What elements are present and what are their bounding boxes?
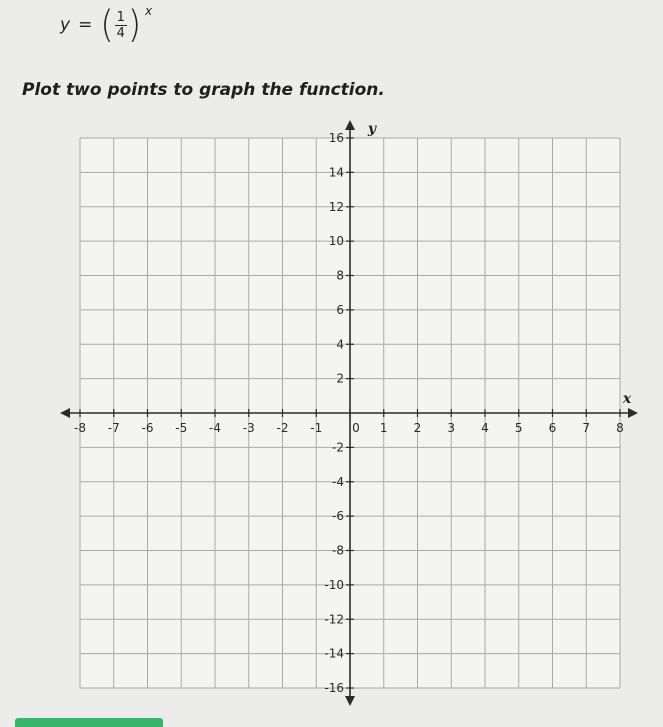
x-tick-label: 2 <box>413 421 422 435</box>
y-tick-label: 4 <box>336 337 344 352</box>
submit-button[interactable] <box>15 718 163 727</box>
x-tick-label: -8 <box>74 421 86 435</box>
x-tick-label: 6 <box>548 421 557 435</box>
x-tick-label: 8 <box>616 421 624 435</box>
x-tick-label: -7 <box>107 421 120 435</box>
x-tick-label: 1 <box>379 421 388 435</box>
x-tick-label: -5 <box>175 421 188 435</box>
x-tick-label: -1 <box>310 421 323 435</box>
y-tick-label: -16 <box>324 681 344 695</box>
y-tick-label: -10 <box>324 577 344 592</box>
y-tick-label: -14 <box>324 646 344 661</box>
y-tick-label: 6 <box>336 302 344 317</box>
y-tick-label: 10 <box>328 234 344 249</box>
fraction-denominator: 4 <box>116 25 125 41</box>
y-tick-label: -8 <box>332 543 344 558</box>
x-tick-label: -6 <box>141 421 154 435</box>
y-tick-label: 8 <box>336 268 344 283</box>
x-axis-arrow-right <box>628 408 638 418</box>
equation-open-paren: ( <box>100 2 114 47</box>
x-tick-label: 7 <box>582 421 591 435</box>
y-tick-label: 16 <box>328 131 344 145</box>
y-axis-arrow-up <box>345 120 355 130</box>
instruction-text: Plot two points to graph the function. <box>22 80 385 100</box>
y-tick-label: -2 <box>332 440 344 455</box>
y-axis-arrow-down <box>345 696 355 706</box>
fraction-numerator: 1 <box>116 9 125 25</box>
equation-equals: = <box>78 15 93 35</box>
x-axis-arrow-left <box>60 408 70 418</box>
x-tick-label: 3 <box>447 421 456 435</box>
x-tick-label: -2 <box>276 421 289 435</box>
x-tick-label: 5 <box>514 421 523 435</box>
y-tick-label: 12 <box>328 199 344 214</box>
y-tick-label: 14 <box>328 165 344 180</box>
x-tick-label: 0 <box>352 421 360 435</box>
x-tick-label: 4 <box>481 421 489 435</box>
equation-exponent: x <box>145 4 153 18</box>
x-tick-label: -4 <box>209 421 221 435</box>
y-tick-label: -12 <box>324 612 344 627</box>
y-tick-label: -4 <box>332 474 344 489</box>
y-axis-label: y <box>367 121 377 137</box>
x-tick-label: -3 <box>242 421 255 435</box>
y-tick-label: -6 <box>332 509 344 524</box>
equation-close-paren: ) <box>127 2 142 47</box>
y-tick-label: 2 <box>336 371 344 386</box>
equation-lhs: y <box>60 15 71 35</box>
x-axis-label: x <box>622 391 632 407</box>
